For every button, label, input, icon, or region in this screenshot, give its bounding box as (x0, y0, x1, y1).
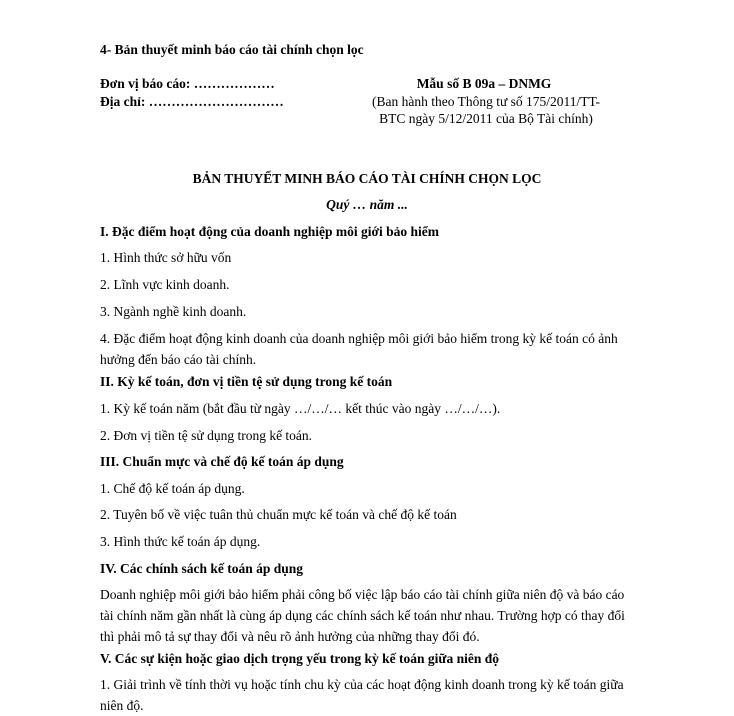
reporting-unit-field: Đơn vị báo cáo: ……………… (100, 76, 275, 91)
list-item: 3. Hình thức kế toán áp dụng. (100, 534, 261, 549)
form-code: Mẫu số B 09a – DNMG (416, 76, 552, 91)
document-title: BẢN THUYẾT MINH BÁO CÁO TÀI CHÍNH CHỌN LỌC (192, 171, 542, 186)
section-label: 4- Bản thuyết minh báo cáo tài chính chọn lọc (100, 42, 364, 57)
section-2-heading: II. Kỳ kế toán, đơn vị tiền tệ sử dụng trong kế toán (100, 374, 393, 389)
issuance-line-1: (Ban hành theo Thông tư số 175/2011/TT- (371, 94, 601, 109)
list-item: 1. Hình thức sở hữu vốn (100, 250, 232, 265)
list-item: 3. Ngành nghề kinh doanh. (100, 304, 247, 319)
address-field: Địa chỉ: ………………………… (100, 94, 284, 109)
list-item: 2. Tuyên bố về việc tuân thủ chuẩn mực kế toán và chế độ kế toán (100, 507, 457, 522)
list-item: 2. Đơn vị tiền tệ sử dụng trong kế toán. (100, 428, 313, 443)
list-item: 1. Chế độ kế toán áp dụng. (100, 481, 245, 496)
section-4-body: Doanh nghiệp môi giới bảo hiểm phải công bố việc lập báo cáo tài chính giữa niên độ và báo cáo tài chính năm gần nhất là cùng áp dụng các chính sách kế toán như nhau. Trường hợp có thay đổi thì phải mô tả sự thay đổi và nêu rõ ảnh hưởng của những thay đổi đó. (100, 587, 625, 644)
list-item: 1. Kỳ kế toán năm (bắt đầu từ ngày …/…/… kết thúc vào ngày …/…/…). (100, 401, 501, 416)
section-3-heading: III. Chuẩn mực và chế độ kế toán áp dụng (100, 454, 344, 469)
section-5-heading: V. Các sự kiện hoặc giao dịch trọng yếu trong kỳ kế toán giữa niên độ (100, 651, 500, 666)
issuance-line-2: BTC ngày 5/12/2011 của Bộ Tài chính) (379, 111, 593, 126)
list-item: 4. Đặc điểm hoạt động kinh doanh của doanh nghiệp môi giới bảo hiểm trong kỳ kế toán có ảnh hưởng đến báo cáo tài chính. (100, 331, 618, 367)
list-item: 1. Giải trình về tính thời vụ hoặc tính chu kỳ của các hoạt động kinh doanh trong kỳ kế toán giữa niên độ. (100, 677, 624, 713)
document-period: Quý … năm ... (326, 197, 408, 212)
section-1-heading: I. Đặc điểm hoạt động của doanh nghiệp môi giới bảo hiểm (100, 224, 440, 239)
section-4-heading: IV. Các chính sách kế toán áp dụng (100, 561, 304, 576)
list-item: 2. Lĩnh vực kinh doanh. (100, 277, 230, 292)
